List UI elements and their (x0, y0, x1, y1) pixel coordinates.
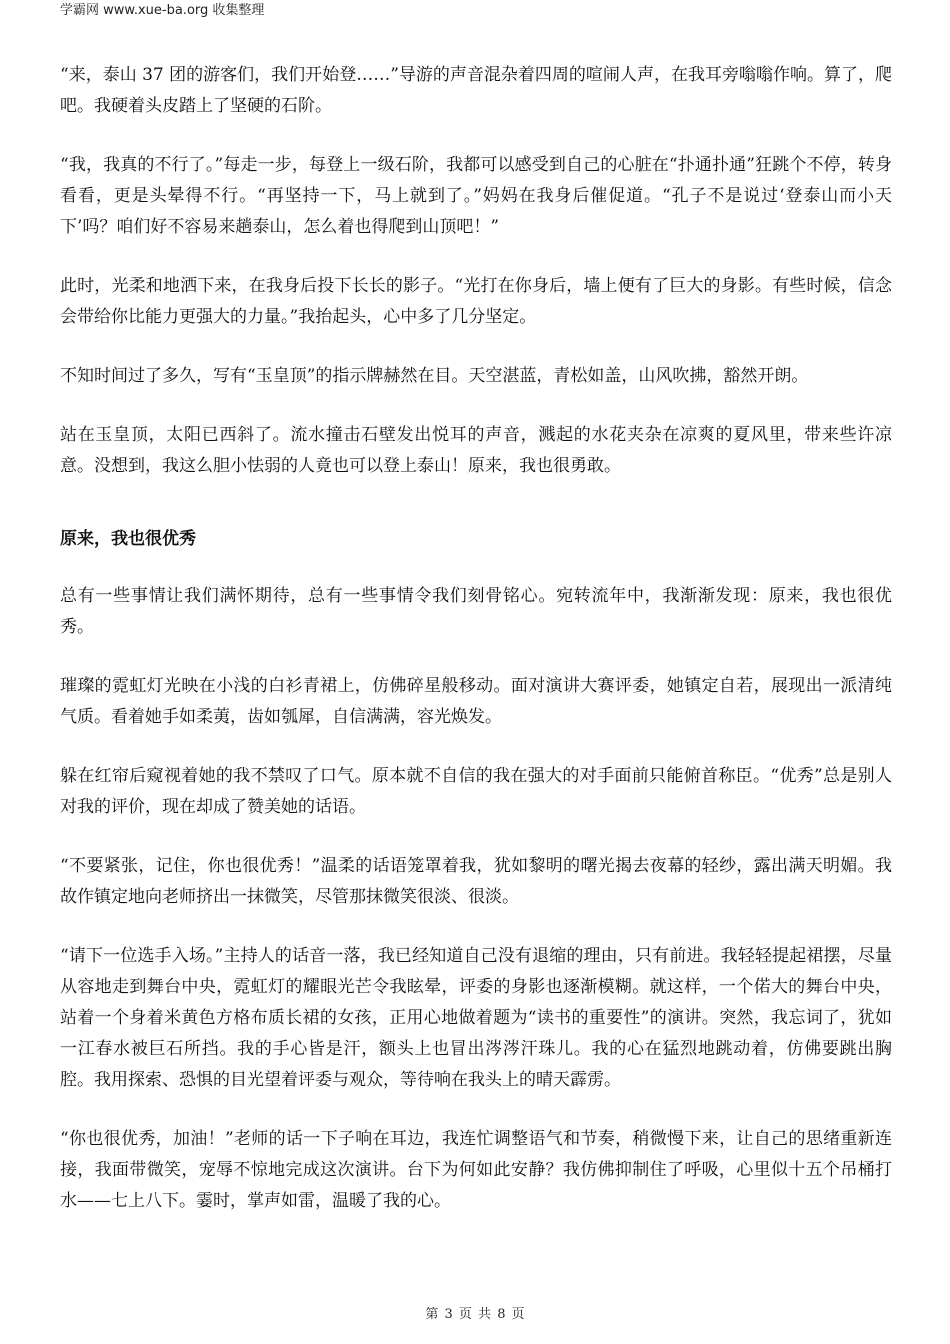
paragraph: 此时，光柔和地洒下来，在我身后投下长长的影子。“光打在你身后，墙上便有了巨大的身影。有些时候，信念会带给你比能力更强大的力量。”我抬起头，心中多了几分坚定。 (60, 276, 892, 327)
paragraph: “你也很优秀，加油！”老师的话一下子响在耳边，我连忙调整语气和节奏，稍微慢下来，让自己的思绪重新连接，我面带微笑，宠辱不惊地完成这次演讲。台下为何如此安静？我仿佛抑制住了呼吸，心里似十五个吊桶打水——七上八下。霎时，掌声如雷，温暖了我的心。 (60, 1129, 892, 1211)
paragraph: “来，泰山 37 团的游客们，我们开始登……”导游的声音混杂着四周的喧闹人声，在我耳旁嗡嗡作响。算了，爬吧。我硬着头皮踏上了坚硬的石阶。 (60, 65, 892, 116)
paragraph: 躲在红帘后窥视着她的我不禁叹了口气。原本就不自信的我在强大的对手面前只能俯首称臣。“优秀”总是别人对我的评价，现在却成了赞美她的话语。 (60, 766, 892, 817)
paragraph: “不要紧张，记住，你也很优秀！”温柔的话语笼罩着我，犹如黎明的曙光揭去夜幕的轻纱，露出满天明媚。我故作镇定地向老师挤出一抹微笑，尽管那抹微笑很淡、很淡。 (60, 856, 892, 907)
section-title: 原来，我也很优秀 (60, 529, 196, 549)
header-watermark: 学霸网 www.xue-ba.org 收集整理 (60, 3, 265, 18)
page-number: 第 3 页 共 8 页 (425, 1307, 525, 1322)
paragraph: 站在玉皇顶，太阳已西斜了。流水撞击石壁发出悦耳的声音，溅起的水花夹杂在凉爽的夏风里，带来些许凉意。没想到，我这么胆小怯弱的人竟也可以登上泰山！原来，我也很勇敢。 (60, 425, 892, 476)
paragraph: 不知时间过了多久，写有“玉皇顶”的指示牌赫然在目。天空湛蓝，青松如盖，山风吹拂，豁然开朗。 (60, 366, 809, 386)
document-body (60, 60, 892, 1245)
paragraph: 总有一些事情让我们满怀期待，总有一些事情令我们刻骨铭心。宛转流年中，我渐渐发现：原来，我也很优秀。 (60, 586, 892, 637)
paragraph: “请下一位选手入场。”主持人的话音一落，我已经知道自己没有退缩的理由，只有前进。我轻轻提起裙摆，尽量从容地走到舞台中央，霓虹灯的耀眼光芒令我眩晕，评委的身影也逐渐模糊。就这样，一个偌大的舞台中央，站着一个身着米黄色方格布质长裙的女孩，正用心地做着题为“读书的重要性”的演讲。突然，我忘词了，犹如一江春水被巨石所挡。我的手心皆是汗，额头上也冒出涔涔汗珠儿。我的心在猛烈地跳动着，仿佛要跳出胸腔。我用探索、恐惧的目光望着评委与观众，等待响在我头上的晴天霹雳。 (60, 946, 892, 1090)
paragraph: “我，我真的不行了。”每走一步，每登上一级石阶，我都可以感受到自己的心脏在“扑通扑通”狂跳个不停，转身看看，更是头晕得不行。“再坚持一下，马上就到了。”妈妈在我身后催促道。“孔子不是说过‘登泰山而小天下’吗？咱们好不容易来趟泰山，怎么着也得爬到山顶吧！” (60, 155, 892, 237)
paragraph: 璀璨的霓虹灯光映在小浅的白衫青裙上，仿佛碎星般移动。面对演讲大赛评委，她镇定自若，展现出一派清纯气质。看着她手如柔荑，齿如瓠犀，自信满满，容光焕发。 (60, 676, 892, 727)
